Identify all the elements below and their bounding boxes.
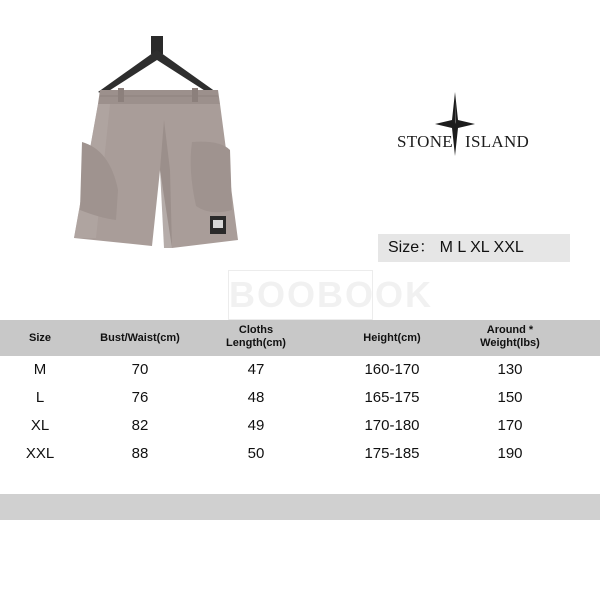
table-header-cell: [363, 332, 420, 345]
size-cell: XL: [30, 417, 50, 434]
table-header-cell: [29, 332, 51, 345]
table-cell: 82: [131, 417, 149, 434]
table-cell: 190: [497, 445, 523, 462]
brand-name-left: STONE: [397, 132, 453, 151]
table-header-cell: [480, 324, 540, 350]
table-body: [0, 356, 600, 468]
available-sizes-label: Size： M L XL XXL: [378, 234, 570, 262]
table-cell: 170: [497, 417, 523, 434]
right-pocket: [191, 142, 232, 213]
footer-band: [0, 494, 600, 520]
table-cell: 160-170: [364, 361, 420, 378]
table-row: [0, 384, 600, 412]
table-cell: 165-175: [364, 389, 420, 406]
product-image: [60, 30, 260, 260]
table-row: [0, 412, 600, 440]
table-header: [0, 320, 600, 356]
table-cell: 70: [131, 361, 149, 378]
table-header-text: Cloths: [238, 324, 274, 336]
watermark: BOOBOOK: [228, 270, 373, 320]
table-header-cell: [100, 332, 180, 345]
size-cell: L: [35, 389, 45, 406]
size-cell: XXL: [25, 445, 55, 462]
table-cell: 50: [247, 445, 265, 462]
table-cell: 130: [497, 361, 523, 378]
size-cell: M: [33, 361, 47, 378]
table-header-text: Bust/Waist(cm): [100, 332, 180, 344]
brand-name: [397, 132, 537, 152]
shorts-waistband: [98, 90, 220, 104]
table-cell: 88: [131, 445, 149, 462]
table-header-text: Size: [28, 332, 52, 344]
table-header-cell: [226, 324, 286, 350]
brand-name-right: ISLAND: [464, 132, 530, 151]
table-cell: 150: [497, 389, 523, 406]
table-cell: 49: [247, 417, 265, 434]
size-chart-table: [0, 320, 600, 468]
table-header-text: Length(cm): [226, 337, 286, 349]
table-header-text: Weight(lbs): [480, 337, 540, 349]
table-cell: 76: [131, 389, 149, 406]
table-cell: 175-185: [364, 445, 420, 462]
brand-logo: [395, 92, 540, 162]
table-cell: 47: [247, 361, 265, 378]
table-cell: 48: [247, 389, 265, 406]
hanger-arm: [98, 50, 216, 94]
table-header-text: Around *: [486, 324, 534, 336]
table-row: [0, 356, 600, 384]
shorts-on-hanger-illustration: [60, 30, 260, 260]
table-header-text: Height(cm): [363, 332, 421, 344]
table-cell: 170-180: [364, 417, 420, 434]
table-row: [0, 440, 600, 468]
